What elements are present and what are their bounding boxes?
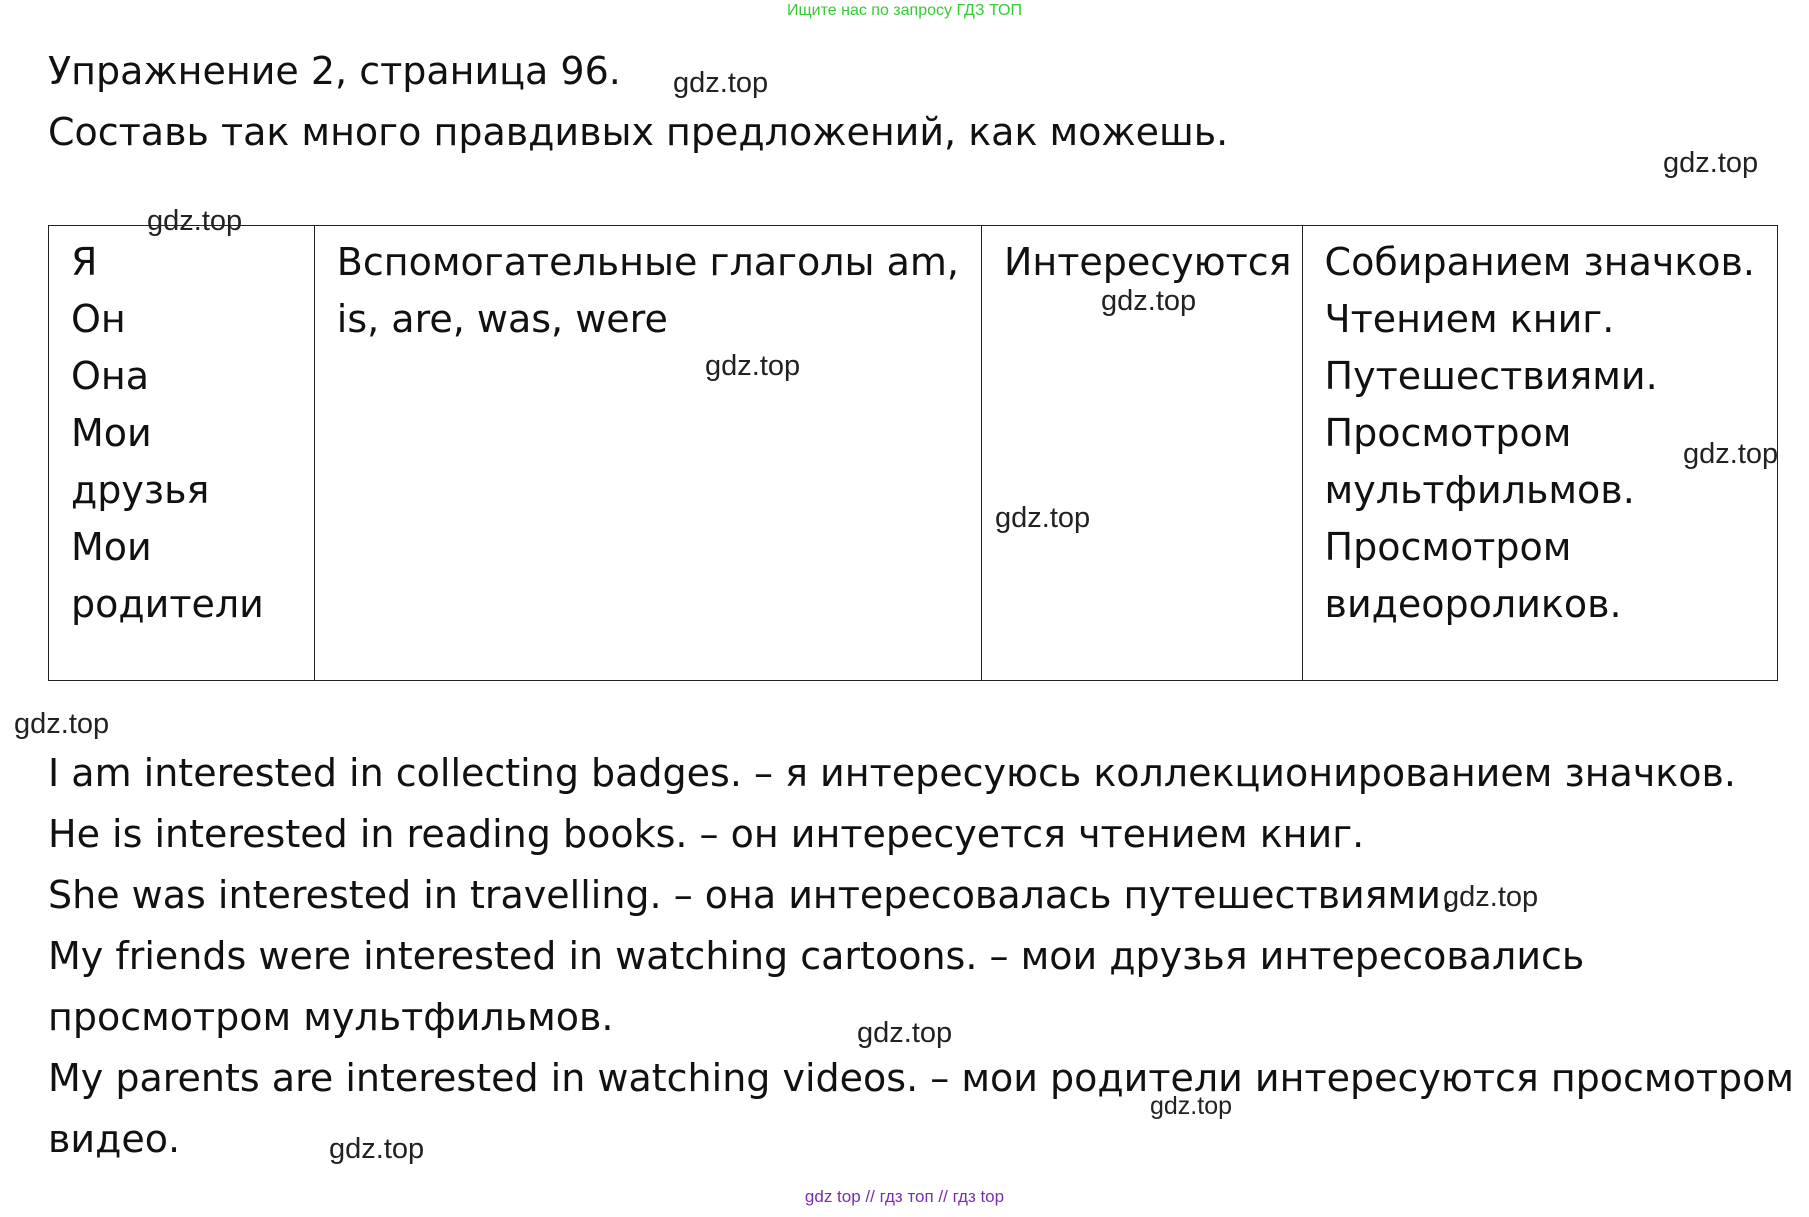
activity-item: Собиранием значков. xyxy=(1324,240,1755,284)
watermark: gdz.top xyxy=(705,350,801,382)
answer-block xyxy=(48,743,1794,1170)
answer-line: видео. xyxy=(48,1117,181,1161)
subjects-column xyxy=(49,226,315,681)
watermark: gdz.top xyxy=(995,502,1091,534)
watermark: gdz.top xyxy=(1683,438,1779,470)
answer-line: просмотром мультфильмов. xyxy=(48,995,614,1039)
watermark: gdz.top xyxy=(14,708,110,740)
verbs-column xyxy=(314,226,981,681)
answer-line: My parents are interested in watching videos. – мои родители интересуются просмотром xyxy=(48,1056,1795,1100)
answer-line: She was interested in travelling. – она интересовалась путешествиями. xyxy=(48,873,1453,917)
verbs-text: Вспомогательные глаголы am, xyxy=(336,240,959,284)
subject-item: друзья xyxy=(71,468,210,512)
subject-item: Мои xyxy=(71,411,152,455)
sentence-table xyxy=(48,225,1778,681)
watermark: gdz.top xyxy=(1150,1092,1233,1120)
watermark: gdz.top xyxy=(857,1017,953,1049)
watermark: gdz.top xyxy=(329,1133,425,1165)
interest-text: Интересуются xyxy=(1004,240,1292,284)
watermark: gdz.top xyxy=(147,205,243,237)
activity-item: Просмотром xyxy=(1324,525,1572,569)
activity-item: видеороликов. xyxy=(1324,582,1622,626)
subject-item: Мои xyxy=(71,525,152,569)
activity-item: Чтением книг. xyxy=(1324,297,1615,341)
footer-links: gdz top // гдз топ // гдз top xyxy=(804,1187,1005,1206)
watermark: gdz.top xyxy=(1101,285,1197,317)
watermark: gdz.top xyxy=(673,67,769,99)
answer-line: I am interested in collecting badges. – я интересуюсь коллекционированием значков. xyxy=(48,751,1736,795)
subject-item: Она xyxy=(71,354,150,398)
answer-line: He is interested in reading books. – он интересуется чтением книг. xyxy=(48,812,1365,856)
verbs-text: is, are, was, were xyxy=(336,297,668,341)
top-banner: Ищите нас по запросу ГДЗ ТОП xyxy=(787,2,1022,19)
exercise-title: Упражнение 2, страница 96. xyxy=(48,49,621,93)
watermark: gdz.top xyxy=(1443,881,1539,913)
activity-item: мультфильмов. xyxy=(1324,468,1635,512)
subject-item: Я xyxy=(71,240,98,284)
activity-item: Путешествиями. xyxy=(1324,354,1658,398)
subject-item: родители xyxy=(71,582,264,626)
exercise-instruction: Составь так много правдивых предложений, как можешь. xyxy=(48,110,1229,154)
watermark: gdz.top xyxy=(1663,147,1759,179)
subject-item: Он xyxy=(71,297,126,341)
activity-item: Просмотром xyxy=(1324,411,1572,455)
answer-line: My friends were interested in watching cartoons. – мои друзья интересовались xyxy=(48,934,1585,978)
